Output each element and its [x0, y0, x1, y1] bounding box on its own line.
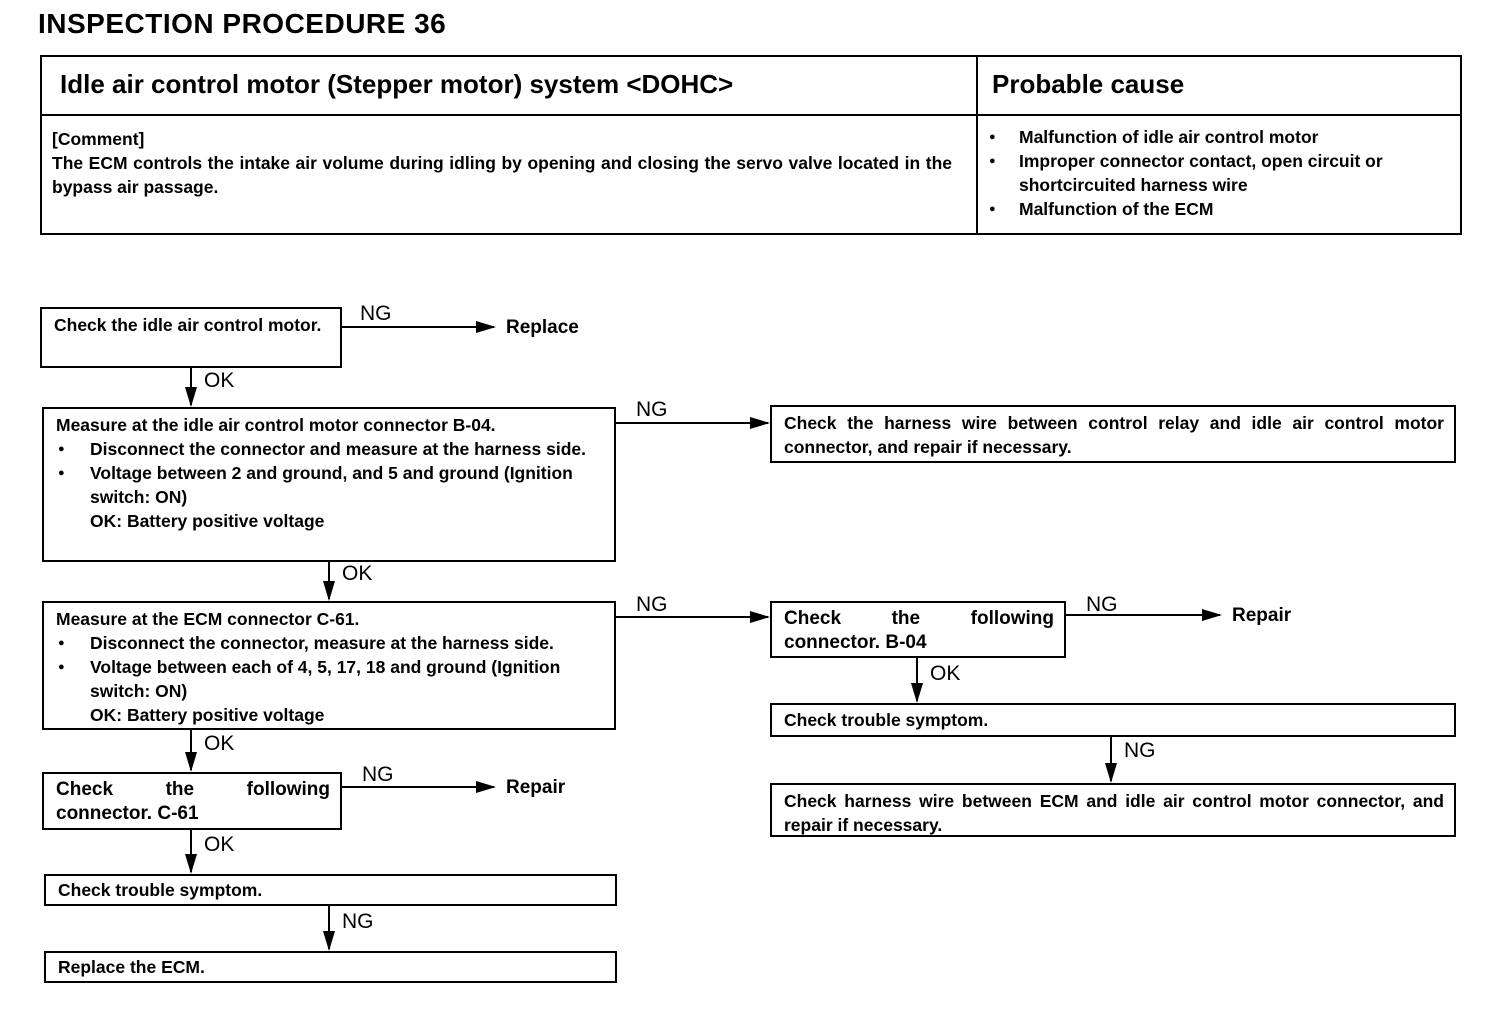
step2-ok-criteria: OK: Battery positive voltage — [90, 511, 325, 531]
step2-title: Measure at the idle air control motor connector B-04. — [56, 415, 496, 435]
cause-item: ● Malfunction of idle air control motor — [987, 125, 1452, 149]
step4-ng-result: Repair — [506, 777, 566, 798]
right-final-text: Check harness wire between ECM and idle air control motor connector, and repair if necessary. — [784, 791, 1444, 835]
ng-label: NG — [636, 593, 668, 616]
ok-label: OK — [204, 833, 235, 856]
step1-ng-result: Replace — [506, 317, 579, 338]
step1-text: Check the idle air control motor. — [54, 315, 322, 335]
step2-bullets — [56, 437, 604, 509]
step3-title: Measure at the ECM connector C-61. — [56, 609, 360, 629]
b04-check-box — [770, 601, 1066, 658]
step2-box — [42, 407, 616, 562]
step3-ok-criteria: OK: Battery positive voltage — [90, 705, 325, 725]
step4-text: Check the following connector. C-61 — [56, 779, 330, 824]
step2-ng-result-text: Check the harness wire between control relay and idle air control motor connector, and repair if necessary. — [784, 413, 1444, 457]
right-trouble-box — [770, 703, 1456, 737]
b04-check-text: Check the following connector. B-04 — [784, 608, 1054, 653]
step3-bullet: ● Disconnect the connector, measure at the harness side. — [56, 631, 604, 655]
step5-text: Check trouble symptom. — [58, 880, 263, 900]
right-final-box — [770, 783, 1456, 837]
cause-item: ● Improper connector contact, open circuit or shortcircuited harness wire — [987, 149, 1452, 197]
ok-label: OK — [930, 662, 961, 685]
cause-item: ● Malfunction of the ECM — [987, 197, 1452, 221]
step5-box — [44, 874, 617, 906]
ng-label: NG — [362, 763, 394, 786]
step3-bullet: ● Voltage between each of 4, 5, 17, 18 and ground (Ignition switch: ON) — [56, 655, 604, 703]
ng-label: NG — [360, 302, 392, 325]
page-title: INSPECTION PROCEDURE 36 — [38, 8, 447, 39]
step2-bullet: ● Disconnect the connector and measure at the harness side. — [56, 437, 604, 461]
step1-box — [40, 307, 342, 368]
step6-box — [44, 951, 617, 983]
probable-cause-heading: Probable cause — [992, 69, 1185, 99]
ok-label: OK — [204, 732, 235, 755]
step3-box — [42, 601, 616, 730]
system-heading: Idle air control motor (Stepper motor) system <DOHC> — [60, 69, 734, 99]
ng-label: NG — [1086, 593, 1118, 616]
ng-label: NG — [1124, 739, 1156, 762]
step2-ng-result-box — [770, 405, 1456, 463]
comment-label: [Comment] — [52, 129, 145, 149]
ng-label: NG — [636, 398, 668, 421]
ng-label: NG — [342, 910, 374, 933]
step2-bullet: ● Voltage between 2 and ground, and 5 and ground (Ignition switch: ON) — [56, 461, 604, 509]
comment-text: The ECM controls the intake air volume during idling by opening and closing the servo valve located in the bypass air passage. — [52, 153, 952, 197]
right-trouble-text: Check trouble symptom. — [784, 710, 989, 730]
b04-check-ng-result: Repair — [1232, 605, 1292, 626]
step4-box — [42, 772, 342, 830]
ok-label: OK — [204, 369, 235, 392]
step3-bullets — [56, 631, 604, 703]
step6-text: Replace the ECM. — [58, 957, 205, 977]
ok-label: OK — [342, 562, 373, 585]
